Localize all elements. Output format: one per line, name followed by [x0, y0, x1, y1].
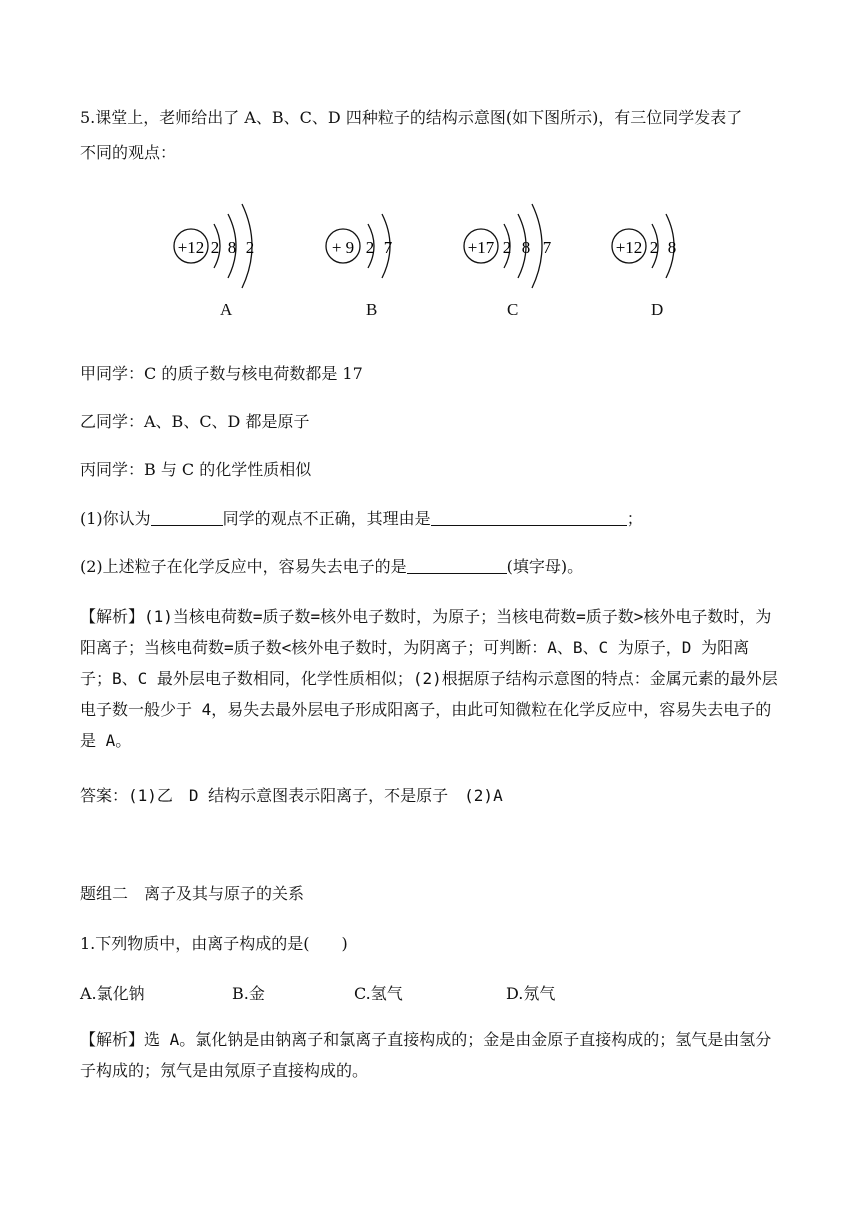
- opinion-bing: 丙同学：B 与 C 的化学性质相似: [80, 460, 312, 479]
- g2-q1-options: [80, 984, 780, 1004]
- diagram-label-c: C: [507, 300, 519, 319]
- sub-question-1: [80, 509, 643, 529]
- sub2-prefix: (2)上述粒子在化学反应中，容易失去电子的是: [80, 557, 407, 576]
- q5-stem-line1: 5.课堂上，老师给出了 A、B、C、D 四种粒子的结构示意图(如下图所示)，有三位同学发表了: [80, 108, 743, 127]
- nucleus-c: +17: [467, 238, 495, 257]
- shell-c-1: 2: [502, 238, 512, 257]
- option-d[interactable]: D.氖气: [506, 984, 556, 1003]
- answer-blank-1[interactable]: [151, 509, 223, 526]
- shell-d-1: 2: [649, 238, 659, 257]
- answer-blank-2[interactable]: [431, 509, 627, 526]
- sub1-mid: 同学的观点不正确，其理由是: [222, 509, 431, 528]
- shell-d-2: 8: [667, 238, 677, 257]
- opinion-jia: 甲同学：C 的质子数与核电荷数都是 17: [80, 364, 363, 383]
- nucleus-b: + 9: [331, 238, 355, 257]
- shell-c-3: 7: [542, 238, 552, 257]
- diagram-label-b: B: [366, 300, 378, 319]
- shell-a-2: 8: [227, 238, 237, 257]
- shell-a-1: 2: [210, 238, 220, 257]
- q5-stem-line2: 不同的观点：: [80, 143, 177, 162]
- sub-question-2: [80, 557, 583, 577]
- g2-q1-stem: 1.下列物质中，由离子构成的是( ): [80, 934, 348, 953]
- option-c[interactable]: C.氢气: [354, 984, 403, 1003]
- sub1-suffix: ；: [626, 509, 643, 528]
- nucleus-a: +12: [177, 238, 205, 257]
- option-a[interactable]: A.氯化钠: [80, 984, 145, 1003]
- shell-a-3: 2: [245, 238, 255, 257]
- atom-diagram-a: [170, 200, 280, 296]
- sub2-suffix: (填字母)。: [506, 557, 584, 576]
- sub1-prefix: (1)你认为: [80, 509, 151, 528]
- opinion-yi: 乙同学：A、B、C、D 都是原子: [80, 412, 310, 431]
- shell-b-2: 7: [383, 238, 393, 257]
- q5-answer: 答案：(1)乙 D 结构示意图表示阳离子，不是原子 (2)A: [80, 786, 503, 805]
- atom-diagram-b: [322, 200, 422, 296]
- answer-blank-3[interactable]: [407, 557, 507, 574]
- diagram-label-a: A: [220, 300, 233, 319]
- shell-b-1: 2: [365, 238, 375, 257]
- atom-diagram-d: [608, 200, 708, 296]
- diagram-label-d: D: [651, 300, 664, 319]
- g2-q1-analysis: 【解析】选 A。氯化钠是由钠离子和氯离子直接构成的；金是由金原子直接构成的；氢气是由氢分子构成的；氖气是由氖原子直接构成的。: [80, 1030, 772, 1080]
- shell-c-2: 8: [521, 238, 531, 257]
- q5-analysis: 【解析】(1)当核电荷数=质子数=核外电子数时，为原子；当核电荷数=质子数>核外电子数时，为阳离子；当核电荷数=质子数<核外电子数时，为阴离子；可判断：A、B、C 为原子，D 为阳离子；B、C 最外层电子数相同，化学性质相似；(2)根据原子结构示意图的特点：金属元素的最外层电子数一般少于 4，易失去最外层电子形成阳离子，由此可知微粒在化学反应中，容易失去电子的是 A。: [80, 607, 778, 750]
- section-heading: 题组二 离子及其与原子的关系: [80, 884, 305, 903]
- nucleus-d: +12: [615, 238, 643, 257]
- atom-diagram-c: [460, 200, 570, 296]
- option-b[interactable]: B.金: [232, 984, 265, 1003]
